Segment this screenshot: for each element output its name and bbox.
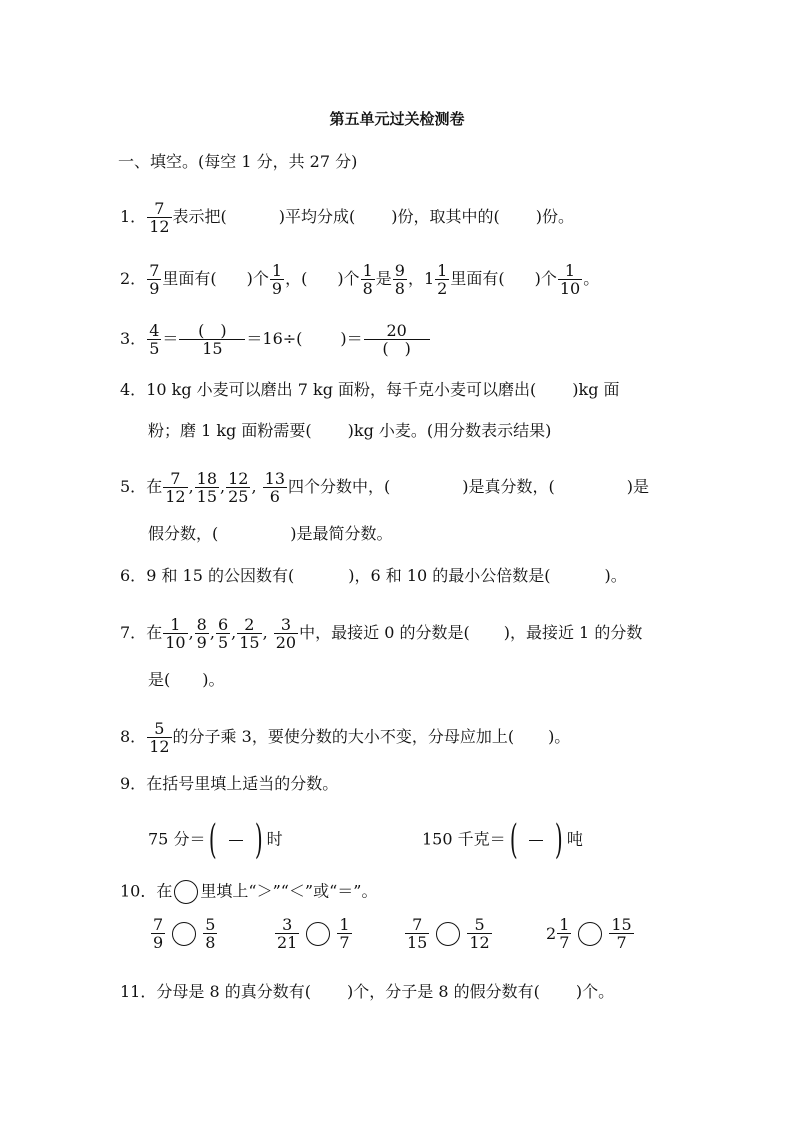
question-10: 10．在 里填上“＞”“＜”或“＝”。: [120, 880, 377, 904]
fraction: $\frac{7}{12}$: [149, 199, 170, 236]
question-number: 9．: [120, 774, 147, 793]
question-9: 9．在括号里填上适当的分数。: [120, 774, 339, 793]
fraction: $\frac{4}{5}$: [149, 321, 160, 358]
question-2: 2． $\frac{7}{9}$ 里面有( )个 $\frac{1}{9}$ ，( )个 $\frac{1}{8}$ 是 $\frac{9}{8}$ ，1 $\frac{1}{2}$ 里面有( )个 $\frac{1}{10}$ 。: [120, 261, 600, 298]
question-5: 5．在 $\frac{7}{12}$ , $\frac{18}{15}$ , $\frac{12}{25}$ , $\frac{13}{6}$ 四个分数中，( )是真分数，( )是: [120, 469, 649, 506]
fraction: $\frac{1}{8}$: [362, 261, 373, 298]
question-5-line-2: 假分数，( )是最简分数。: [148, 524, 393, 543]
fraction: $\frac{6}{5}$: [217, 615, 229, 652]
fraction: $\frac{8}{9}$: [196, 615, 207, 652]
question-7: 7．在 $\frac{1}{10}$ , $\frac{8}{9}$ , $\frac{6}{5}$ , $\frac{2}{15}$ , $\frac{3}{20}$ 中，最接近 0 的分数是( )，最接近 1 的分数: [120, 615, 643, 652]
fraction: $\frac{7}{12}$: [165, 469, 186, 506]
question-number: 7．: [120, 623, 147, 642]
fraction: $\frac{2}{15}$: [239, 615, 260, 652]
question-number: 11．: [120, 982, 157, 1001]
comparison-3: $\frac{7}{15}$ $\frac{5}{12}$: [407, 915, 490, 952]
question-3: 3． $\frac{4}{5}$ ＝ $\frac{( )}{15}$ ＝16÷( )＝ $\frac{20}{( )}$: [120, 322, 431, 357]
fraction: $\frac{13}{6}$: [264, 469, 285, 506]
question-number: 5．: [120, 477, 147, 496]
question-number: 6．: [120, 566, 147, 585]
question-8: 8． $\frac{5}{12}$ 的分子乘 3，要使分数的大小不变，分母应加上( )。: [120, 719, 571, 756]
page-title: 第五单元过关检测卷: [329, 110, 465, 128]
section-heading: 一、填空。(每空 1 分，共 27 分): [118, 152, 358, 171]
answer-circle[interactable]: [436, 922, 460, 946]
fraction: $\frac{( )}{15}$: [179, 322, 245, 357]
question-number: 10．: [120, 881, 157, 901]
fraction: $\frac{1}{10}$: [165, 615, 186, 652]
fraction: $\frac{18}{15}$: [196, 469, 218, 506]
fraction: $\frac{1}{10}$: [559, 261, 581, 298]
question-number: 3．: [120, 329, 147, 348]
question-4-line-2: 粉；磨 1 kg 面粉需要( )kg 小麦。(用分数表示结果): [148, 421, 552, 440]
question-number: 2．: [120, 269, 147, 288]
comparison-circle: [174, 880, 198, 904]
question-number: 8．: [120, 727, 147, 746]
question-9-item-1: 75 分＝( ) 时: [148, 817, 283, 863]
comparison-4: 2 $\frac{1}{7}$ $\frac{15}{7}$: [546, 915, 632, 952]
answer-circle[interactable]: [578, 922, 602, 946]
comparison-2: $\frac{3}{21}$ $\frac{1}{7}$: [277, 915, 350, 952]
question-7-line-2: 是( )。: [148, 670, 225, 689]
answer-circle[interactable]: [306, 922, 330, 946]
question-11: 11．分母是 8 的真分数有( )个，分子是 8 的假分数有( )个。: [120, 982, 615, 1001]
fraction: $\frac{1}{9}$: [271, 261, 283, 298]
question-1: 1． $\frac{7}{12}$ 表示把( )平均分成( )份，取其中的( )份。: [120, 199, 575, 236]
fraction: $\frac{1}{2}$: [437, 261, 448, 298]
fraction: $\frac{20}{( )}$: [364, 322, 430, 357]
fraction: $\frac{3}{20}$: [275, 615, 297, 652]
question-number: 1．: [120, 207, 147, 226]
fraction: $\frac{9}{8}$: [394, 261, 405, 298]
fraction: $\frac{5}{12}$: [149, 719, 170, 756]
question-4: 4．10 kg 小麦可以磨出 7 kg 面粉，每千克小麦可以磨出( )kg 面: [120, 380, 620, 399]
question-number: 4．: [120, 380, 147, 399]
question-6: 6．9 和 15 的公因数有( )，6 和 10 的最小公倍数是( )。: [120, 566, 627, 585]
fraction: $\frac{12}{25}$: [228, 469, 249, 506]
answer-circle[interactable]: [172, 922, 196, 946]
question-9-item-2: 150 千克＝( ) 吨: [422, 817, 583, 863]
fraction: $\frac{7}{9}$: [149, 261, 160, 298]
comparison-1: $\frac{7}{9}$ $\frac{5}{8}$: [153, 915, 216, 952]
